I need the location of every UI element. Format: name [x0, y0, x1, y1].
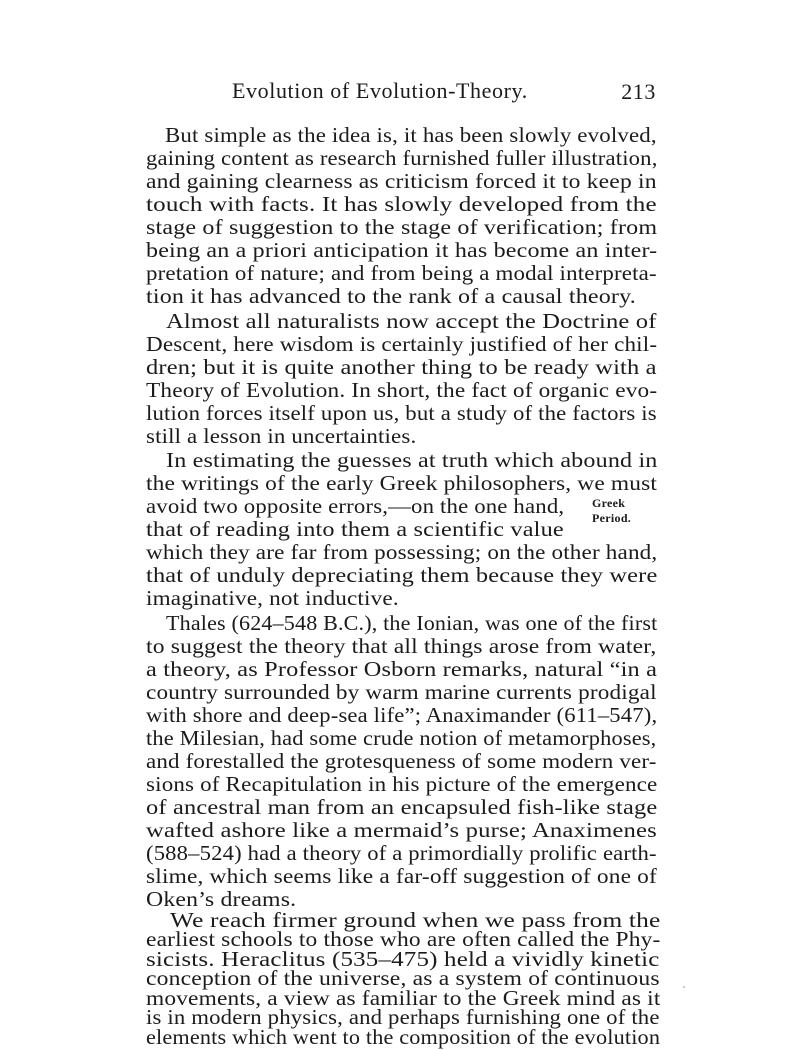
- text-line: Descent, here wisdom is certainly justified of her chil-: [146, 334, 658, 356]
- text-line: slime, which seems like a far-off suggestion of one of: [146, 866, 657, 888]
- text-line: earliest schools to those who are often called the Phy-: [146, 929, 661, 951]
- margin-note: Period.: [592, 511, 632, 525]
- text-line: avoid two opposite errors,—on the one hand,: [146, 496, 565, 518]
- text-line: lution forces itself upon us, but a study of the factors is: [146, 403, 657, 425]
- text-line: pretation of nature; and from being a modal interpreta-: [146, 263, 657, 285]
- text-line: movements, a view as familiar to the Greek mind as it: [146, 988, 661, 1010]
- text-line: Thales (624–548 B.C.), the Ionian, was one of the first: [166, 613, 658, 635]
- text-line: that of unduly depreciating them because they were: [146, 565, 658, 587]
- text-line: still a lesson in uncertainties.: [146, 426, 417, 448]
- text-line: sions of Recapitulation in his picture of the emergence: [146, 774, 658, 796]
- text-line: stage of suggestion to the stage of verification; from: [146, 217, 658, 239]
- text-line: touch with facts. It has slowly developed from the: [146, 194, 657, 216]
- text-line: is in modern physics, and perhaps furnishing one of the: [146, 1007, 660, 1029]
- text-line: which they are far from possessing; on the other hand,: [146, 542, 658, 564]
- text-line: country surrounded by warm marine currents prodigal: [146, 682, 657, 704]
- text-line: a theory, as Professor Osborn remarks, natural “in a: [146, 659, 658, 681]
- text-line: Almost all naturalists now accept the Doctrine of: [166, 311, 657, 333]
- text-line: with shore and deep-sea life”; Anaximander (611–547),: [146, 705, 658, 727]
- text-line: We reach firmer ground when we pass from the: [170, 910, 661, 932]
- margin-note: Greek: [592, 496, 626, 510]
- text-line: wafted ashore like a mermaid’s purse; Anaximenes: [146, 820, 657, 842]
- text-line: sicists. Heraclitus (535–475) held a vividly kinetic: [146, 949, 660, 971]
- page-number: 213: [621, 79, 656, 104]
- text-line: that of reading into them a scientific value: [146, 519, 564, 541]
- text-line: of ancestral man from an encapsuled fish-like stage: [146, 797, 658, 819]
- text-line: Theory of Evolution. In short, the fact of organic evo-: [146, 380, 658, 402]
- paper-speck: [683, 986, 685, 988]
- running-title: Evolution of Evolution-Theory.: [232, 78, 528, 103]
- text-line: elements which went to the composition of the evolution: [146, 1027, 661, 1049]
- text-line: being an a priori anticipation it has become an inter-: [146, 240, 658, 262]
- text-line: the writings of the early Greek philosophers, we must: [146, 473, 658, 495]
- text-line: (588–524) had a theory of a primordially prolific earth-: [146, 843, 657, 865]
- text-line: the Milesian, had some crude notion of metamorphoses,: [146, 728, 657, 750]
- text-line: imaginative, not inductive.: [146, 588, 399, 610]
- text-line: tion it has advanced to the rank of a causal theory.: [146, 286, 636, 308]
- text-line: But simple as the idea is, it has been slowly evolved,: [165, 125, 657, 147]
- text-line: gaining content as research furnished fuller illustration,: [146, 148, 658, 170]
- text-line: to suggest the theory that all things arose from water,: [146, 636, 657, 658]
- text-line: In estimating the guesses at truth which abound in: [166, 450, 658, 472]
- text-line: Oken’s dreams.: [146, 889, 297, 911]
- text-line: conception of the universe, as a system of continuous: [146, 968, 660, 990]
- text-line: dren; but it is quite another thing to be ready with a: [146, 357, 657, 379]
- text-line: and gaining clearness as criticism forced it to keep in: [146, 171, 657, 193]
- text-line: and forestalled the grotesqueness of some modern ver-: [146, 751, 657, 773]
